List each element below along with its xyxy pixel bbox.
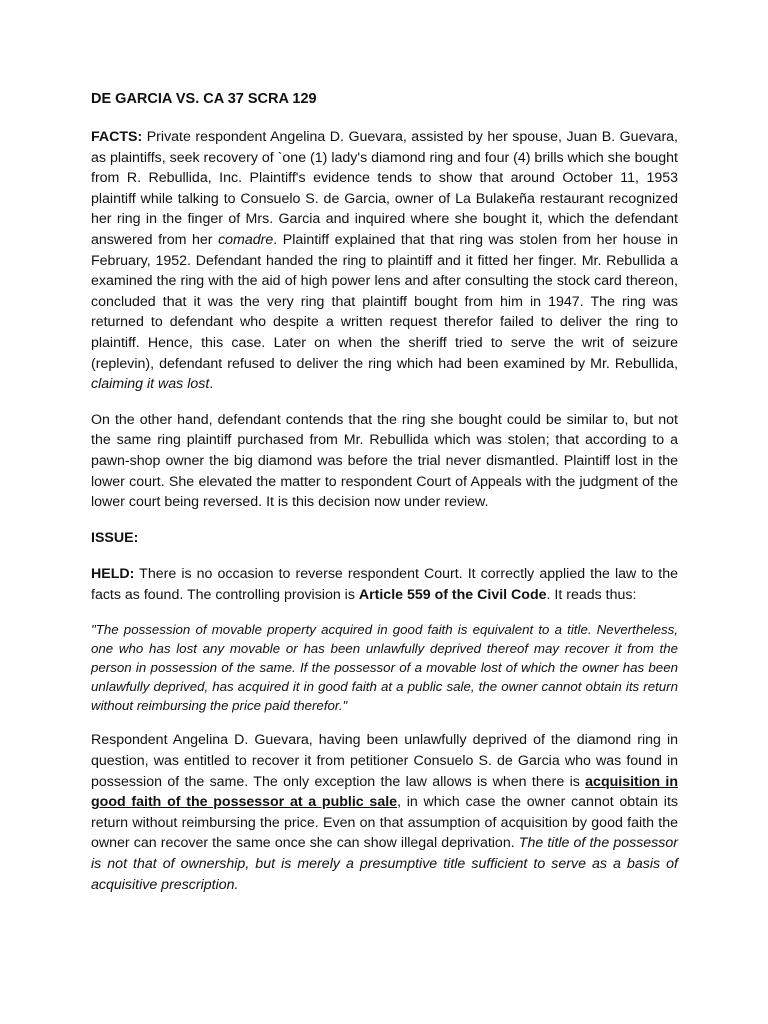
- ruling-paragraph: [91, 730, 678, 895]
- ruling-text-2: , in which case the owner cannot obtain its return without reimbursing the price. Even on that assumption of acquisition by good faith the owner can recover the same once she can show illegal deprivation.: [91, 794, 678, 852]
- held-paragraph: [91, 564, 678, 605]
- held-text-2: . It reads thus:: [546, 586, 637, 603]
- document-title: DE GARCIA VS. CA 37 SCRA 129: [91, 91, 317, 107]
- facts-paragraph: [91, 127, 678, 395]
- held-label: HELD:: [91, 566, 135, 583]
- facts-text-1: Private respondent Angelina D. Guevara, assisted by her spouse, Juan B. Guevara, as plaintiffs, seek recovery of `one (1) lady's diamond ring and four (4) brills which she bought from R. Rebullida, Inc. Plaintiff's evidence tends to show that around October 11, 1953 plaintiff while talking to Consuelo S. de Garcia, owner of La Bulakeña restaurant recognized her ring in the finger of Mrs. Garcia and inquired where she bought it, which the defendant answered from her: [91, 129, 678, 248]
- document-page: [91, 89, 678, 910]
- facts-claiming-lost: claiming it was lost: [91, 376, 210, 393]
- facts-comadre: comadre: [218, 231, 274, 248]
- ruling-italic-conclusion: The title of the possessor is not that of ownership, but is merely a presumptive title sufficient to serve as a basis of acquisitive prescription.: [91, 835, 678, 893]
- facts-label: FACTS:: [91, 129, 143, 145]
- article-559-quote: "The possession of movable property acquired in good faith is equivalent to a title. Nevertheless, one who has lost any movable or has been unlawfully deprived thereof may recover it from the person in possession of the same. If the possessor of a movable lost of which the owner has been unlawfully deprived, has acquired it in good faith at a public sale, the owner cannot obtain its return without reimbursing the price paid therefor.": [91, 622, 678, 714]
- article-559-reference: Article 559 of the Civil Code: [358, 586, 547, 603]
- ruling-text-1: Respondent Angelina D. Guevara, having been unlawfully deprived of the diamond ring in question, was entitled to recover it from petitioner Consuelo S. de Garcia who was found in possession of the same. The only exception the law allows is when there is: [91, 732, 678, 790]
- public-sale-exception: acquisition in good faith of the possessor at a public sale: [91, 773, 679, 811]
- defendant-contention-paragraph: On the other hand, defendant contends that the ring she bought could be similar to, but not the same ring plaintiff purchased from Mr. Rebullida which was stolen; that according to a pawn-shop owner the big diamond was before the trial never dismantled. Plaintiff lost in the lower court. She elevated the matter to respondent Court of Appeals with the judgment of the lower court being reversed. It is this decision now under review.: [91, 411, 678, 511]
- held-text-1: There is no occasion to reverse respondent Court. It correctly applied the law to the facts as found. The controlling provision is: [91, 566, 678, 603]
- facts-text-3: .: [209, 376, 214, 393]
- facts-text-2: . Plaintiff explained that that ring was stolen from her house in February, 1952. Defendant handed the ring to plaintiff and it fitted her finger. Mr. Rebullida a examined the ring with the aid of high power lens and after consulting the stock card thereon, concluded that it was the very ring that plaintiff bought from him in 1947. The ring was returned to defendant who despite a written request therefor failed to deliver the ring to plaintiff. Hence, this case. Later on when the sheriff tried to serve the writ of seizure (replevin), defendant refused to deliver the ring which had been examined by Mr. Rebullida,: [91, 231, 678, 372]
- issue-heading: ISSUE:: [91, 529, 139, 546]
